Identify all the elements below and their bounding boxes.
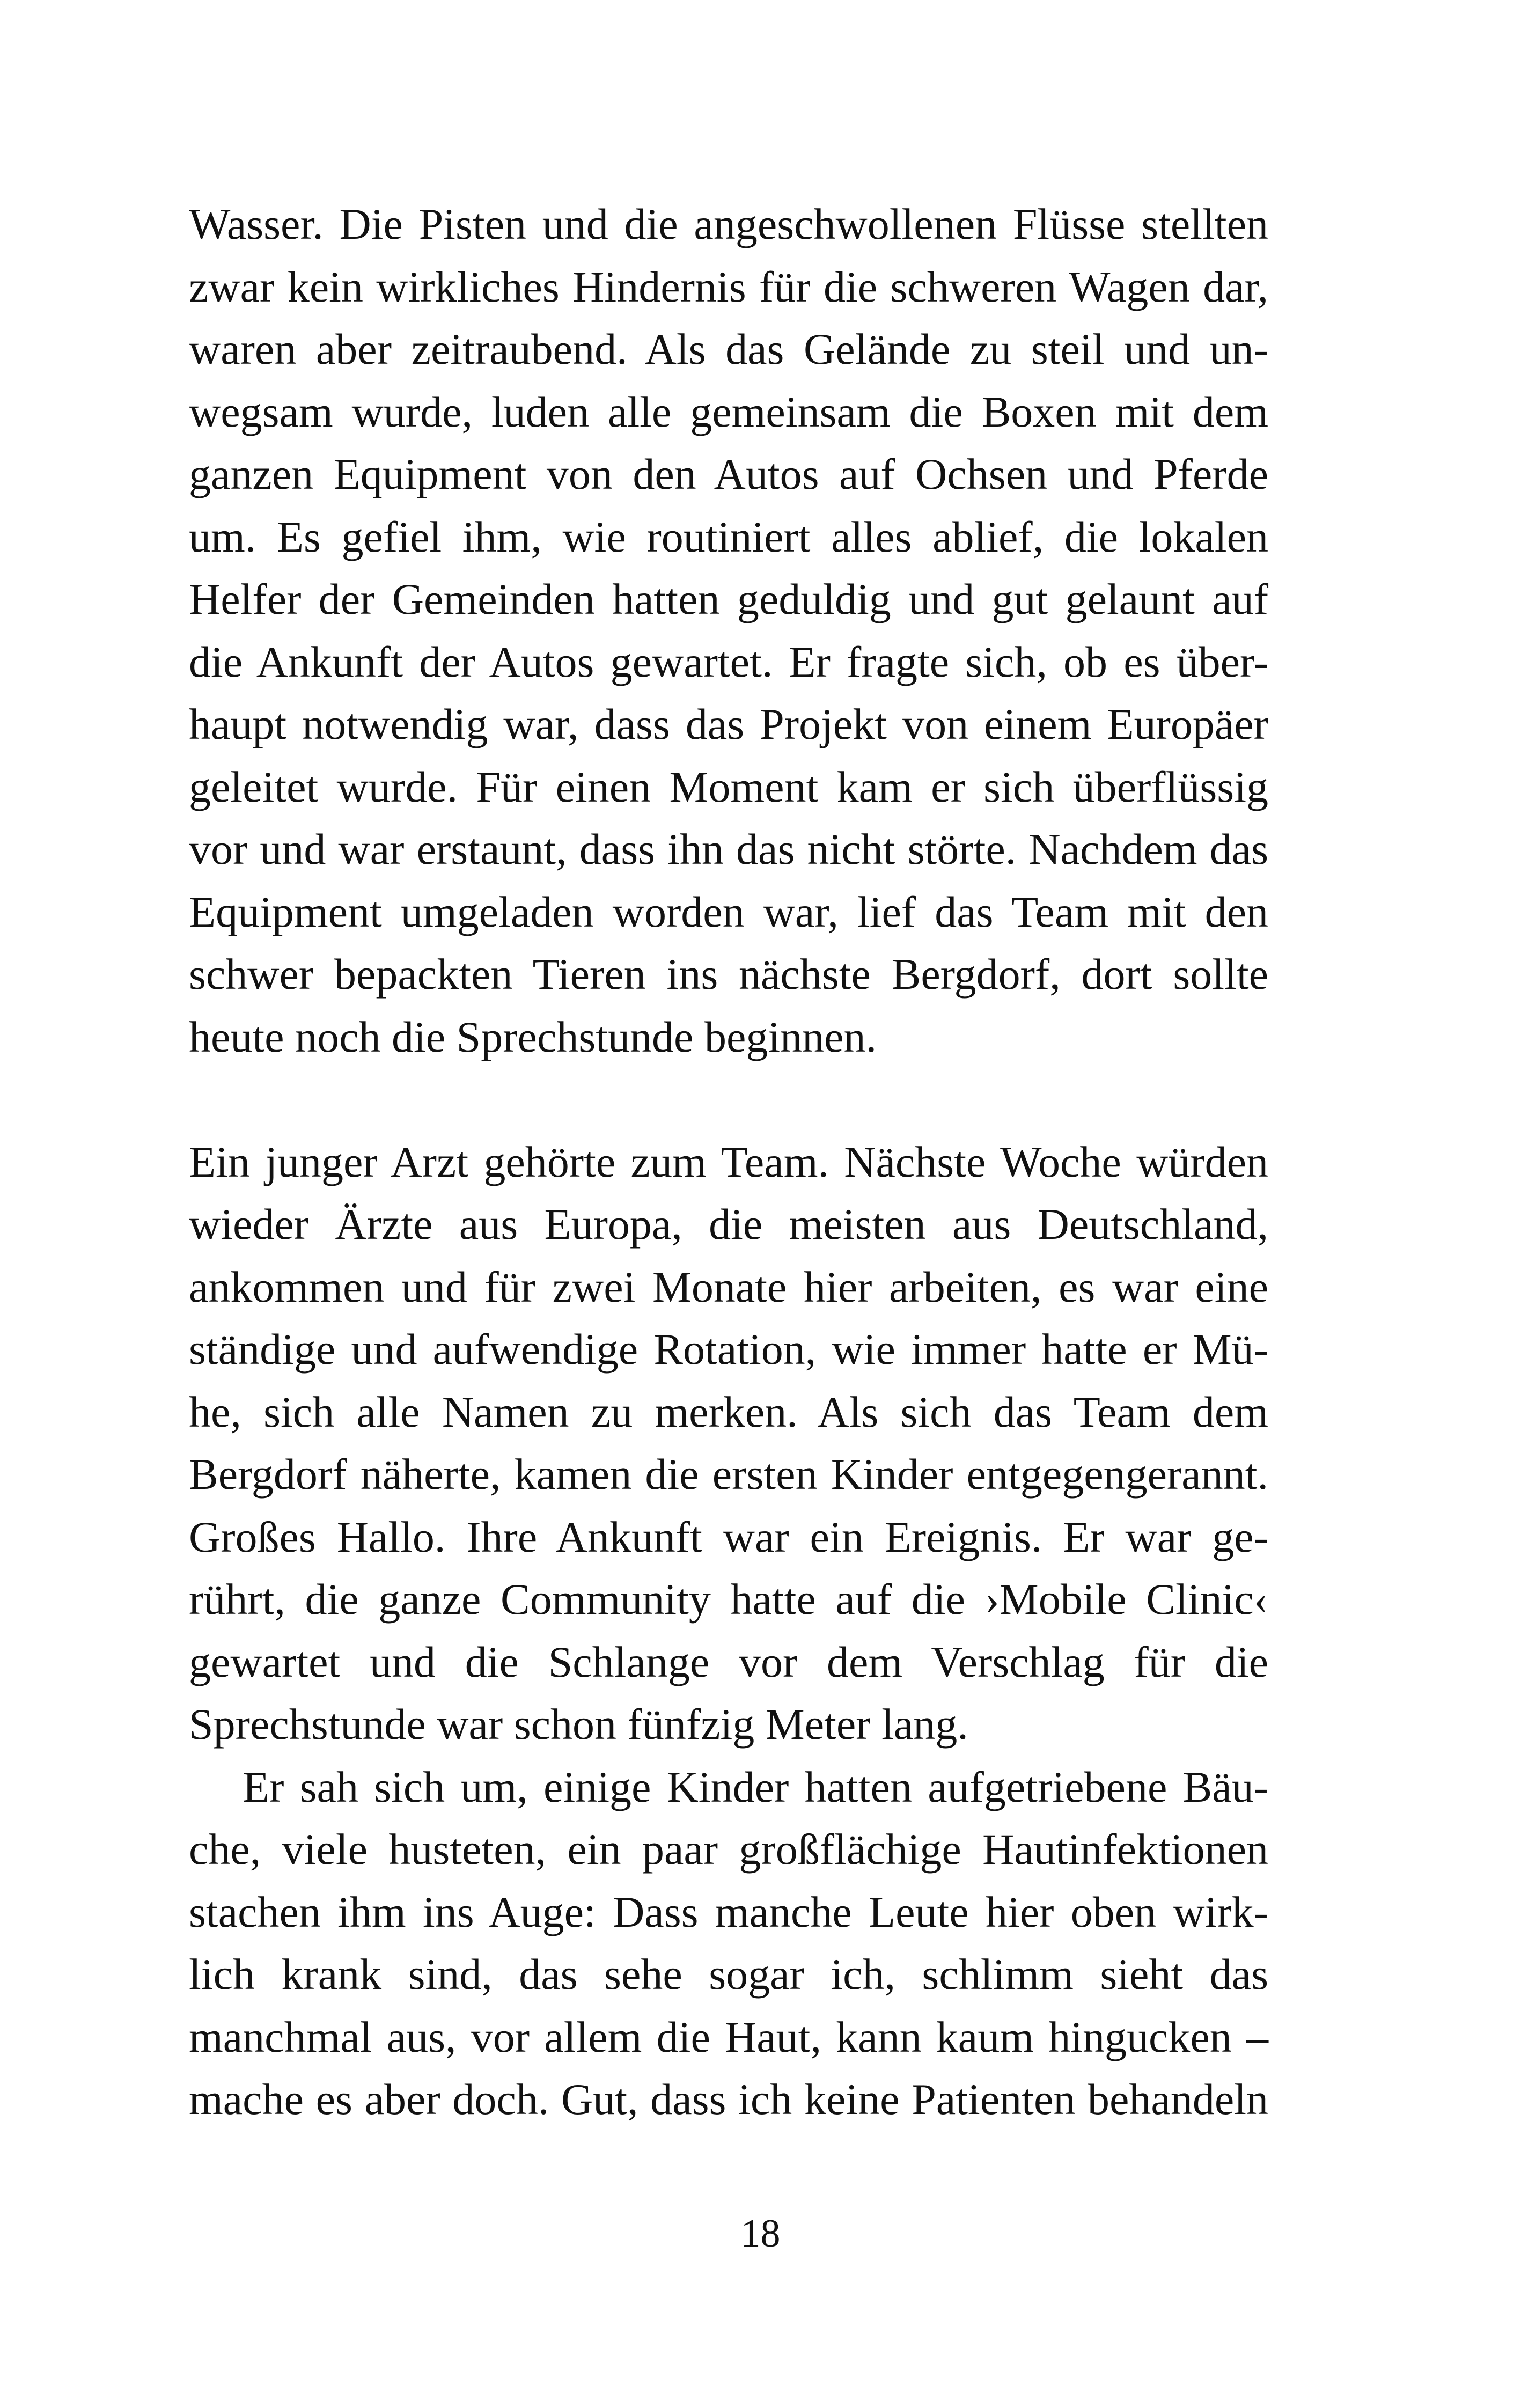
paragraph-2 bbox=[189, 1131, 1268, 1756]
text-line: wieder Ärzte aus Europa, die meisten aus Deutschland, bbox=[189, 1200, 1268, 1249]
section-break bbox=[189, 1068, 1268, 1131]
text-line: manchmal aus, vor allem die Haut, kann kaum hingucken – bbox=[189, 2012, 1268, 2061]
text-line: die Ankunft der Autos gewartet. Er fragte sich, ob es über- bbox=[189, 637, 1268, 686]
text-line: Ein junger Arzt gehörte zum Team. Nächste Woche würden bbox=[189, 1137, 1268, 1186]
text-line: Großes Hallo. Ihre Ankunft war ein Ereignis. Er war ge- bbox=[189, 1512, 1268, 1561]
text-line: stachen ihm ins Auge: Dass manche Leute hier oben wirk- bbox=[189, 1887, 1268, 1936]
text-line: mache es aber doch. Gut, dass ich keine Patienten behandeln bbox=[189, 2075, 1268, 2124]
body-text bbox=[189, 193, 1268, 2131]
text-line: Bergdorf näherte, kamen die ersten Kinder entgegengerannt. bbox=[189, 1450, 1268, 1499]
text-line: waren aber zeitraubend. Als das Gelände zu steil und un- bbox=[189, 325, 1268, 373]
text-line: che, viele husteten, ein paar großflächige Hautinfektionen bbox=[189, 1825, 1268, 1874]
text-line: Sprechstunde war schon fünfzig Meter lang. bbox=[189, 1700, 968, 1749]
text-line: ganzen Equipment von den Autos auf Ochsen und Pferde bbox=[189, 450, 1268, 498]
text-line: gewartet und die Schlange vor dem Verschlag für die bbox=[189, 1637, 1268, 1686]
text-line: Wasser. Die Pisten und die angeschwollenen Flüsse stellten bbox=[189, 200, 1268, 248]
text-line: Equipment umgeladen worden war, lief das Team mit den bbox=[189, 887, 1268, 936]
text-line: wegsam wurde, luden alle gemeinsam die Boxen mit dem bbox=[189, 387, 1268, 436]
paragraph-3 bbox=[189, 1756, 1268, 2131]
text-line: ständige und aufwendige Rotation, wie immer hatte er Mü- bbox=[189, 1325, 1268, 1374]
text-line: lich krank sind, das sehe sogar ich, schlimm sieht das bbox=[189, 1950, 1268, 1999]
text-line: ankommen und für zwei Monate hier arbeiten, es war eine bbox=[189, 1262, 1268, 1311]
text-line: Er sah sich um, einige Kinder hatten aufgetriebene Bäu- bbox=[243, 1762, 1268, 1811]
text-line: he, sich alle Namen zu merken. Als sich das Team dem bbox=[189, 1387, 1268, 1436]
text-line: haupt notwendig war, dass das Projekt von einem Europäer bbox=[189, 700, 1268, 748]
text-line: heute noch die Sprechstunde beginnen. bbox=[189, 1012, 877, 1061]
page-number: 18 bbox=[740, 2212, 781, 2256]
text-line: um. Es gefiel ihm, wie routiniert alles ablief, die lokalen bbox=[189, 512, 1268, 561]
paragraph-1 bbox=[189, 193, 1268, 1068]
text-line: rührt, die ganze Community hatte auf die ›Mobile Clinic‹ bbox=[189, 1575, 1268, 1624]
text-line: vor und war erstaunt, dass ihn das nicht störte. Nachdem das bbox=[189, 825, 1268, 873]
text-line: geleitet wurde. Für einen Moment kam er sich überflüssig bbox=[189, 762, 1268, 811]
text-line: schwer bepackten Tieren ins nächste Bergdorf, dort sollte bbox=[189, 950, 1268, 999]
text-line: zwar kein wirkliches Hindernis für die schweren Wagen dar, bbox=[189, 262, 1268, 311]
text-line: Helfer der Gemeinden hatten geduldig und gut gelaunt auf bbox=[189, 575, 1268, 623]
